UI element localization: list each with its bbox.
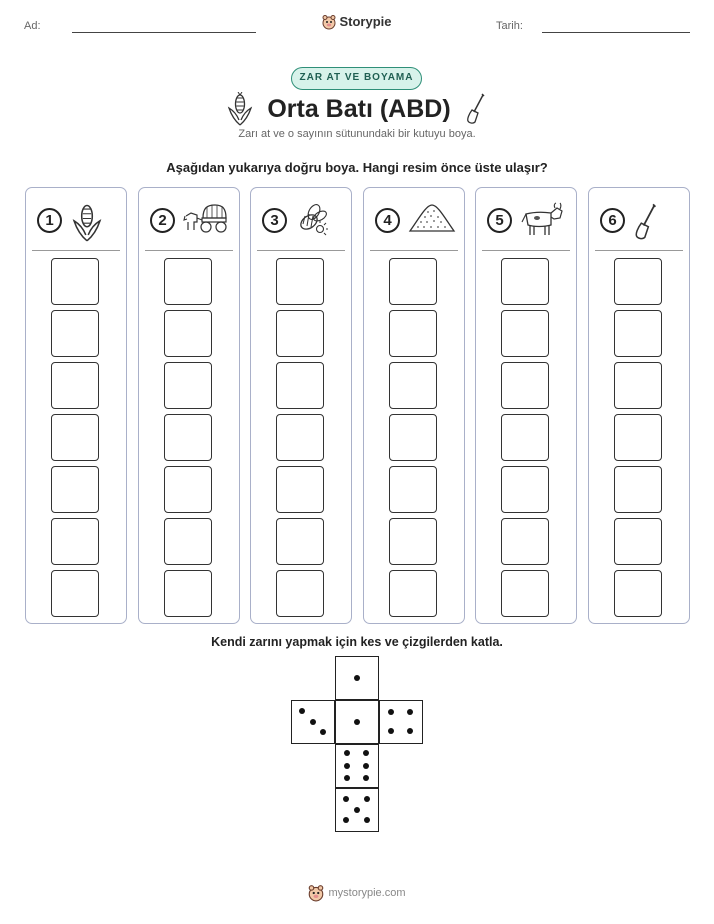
- die-face-1: [335, 656, 379, 700]
- color-box[interactable]: [276, 518, 324, 565]
- column-divider: [595, 250, 683, 251]
- page-title: Orta Batı (ABD): [267, 95, 451, 123]
- dice-column-5: [475, 187, 577, 624]
- column-number: 3: [262, 208, 287, 233]
- die-pip: [363, 775, 369, 781]
- color-box[interactable]: [164, 518, 212, 565]
- column-number: 2: [150, 208, 175, 233]
- corn-icon: [70, 202, 104, 247]
- column-divider: [32, 250, 120, 251]
- color-box[interactable]: [164, 310, 212, 357]
- column-divider: [370, 250, 458, 251]
- color-box[interactable]: [614, 570, 662, 617]
- color-box[interactable]: [389, 362, 437, 409]
- die-face-4: [379, 700, 423, 744]
- die-pip: [320, 729, 326, 735]
- instruction: Aşağıdan yukarıya doğru boya. Hangi resim önce üste ulaşır?: [166, 160, 548, 175]
- covered-wagon-icon: [183, 202, 227, 241]
- color-box[interactable]: [614, 362, 662, 409]
- color-box[interactable]: [276, 362, 324, 409]
- name-line: [72, 32, 256, 33]
- die-pip: [354, 719, 360, 725]
- column-divider: [257, 250, 345, 251]
- die-pip: [363, 750, 369, 756]
- color-box[interactable]: [501, 258, 549, 305]
- color-box[interactable]: [164, 362, 212, 409]
- color-box[interactable]: [51, 518, 99, 565]
- date-label: Tarih:: [496, 20, 523, 32]
- storypie-mascot-icon: [322, 14, 336, 30]
- color-box[interactable]: [164, 570, 212, 617]
- column-header: [476, 202, 576, 242]
- die-face-5: [335, 788, 379, 832]
- color-box[interactable]: [389, 310, 437, 357]
- color-box[interactable]: [51, 570, 99, 617]
- die-face-1: [335, 700, 379, 744]
- dice-column-4: [363, 187, 465, 624]
- die-pip: [407, 709, 413, 715]
- color-box[interactable]: [501, 310, 549, 357]
- die-pip: [344, 750, 350, 756]
- color-box[interactable]: [501, 362, 549, 409]
- color-box[interactable]: [51, 258, 99, 305]
- die-pip: [299, 708, 305, 714]
- die-pip: [363, 763, 369, 769]
- die-pip: [354, 807, 360, 813]
- die-pip: [354, 675, 360, 681]
- color-box[interactable]: [389, 518, 437, 565]
- color-box[interactable]: [614, 258, 662, 305]
- color-box[interactable]: [164, 414, 212, 461]
- dice-column-2: [138, 187, 240, 624]
- die-pip: [388, 728, 394, 734]
- die-pip: [407, 728, 413, 734]
- column-header: [589, 202, 689, 242]
- die-pip: [364, 796, 370, 802]
- column-divider: [482, 250, 570, 251]
- color-box[interactable]: [389, 570, 437, 617]
- brand-name: Storypie: [339, 14, 392, 30]
- die-caption: Kendi zarını yapmak için kes ve çizgilerden katla.: [211, 635, 503, 649]
- color-box[interactable]: [501, 414, 549, 461]
- color-box[interactable]: [389, 414, 437, 461]
- grain-pile-icon: [408, 202, 456, 239]
- color-box[interactable]: [501, 518, 549, 565]
- die-face-3: [291, 700, 335, 744]
- column-number: 4: [375, 208, 400, 233]
- bee-icon: [295, 202, 329, 243]
- color-box[interactable]: [389, 466, 437, 513]
- column-header: [364, 202, 464, 242]
- die-pip: [343, 817, 349, 823]
- die-pip: [344, 775, 350, 781]
- storypie-mascot-icon: [308, 884, 324, 902]
- color-box[interactable]: [276, 258, 324, 305]
- date-line: [542, 32, 690, 33]
- dice-column-1: [25, 187, 127, 624]
- color-box[interactable]: [276, 466, 324, 513]
- color-box[interactable]: [51, 414, 99, 461]
- die-pip: [343, 796, 349, 802]
- title-row: [0, 90, 714, 128]
- shovel-icon: [633, 202, 659, 247]
- column-number: 5: [487, 208, 512, 233]
- column-header: [139, 202, 239, 242]
- die-pip: [364, 817, 370, 823]
- die-face-6: [335, 744, 379, 788]
- color-box[interactable]: [51, 310, 99, 357]
- column-number: 1: [37, 208, 62, 233]
- name-label: Ad:: [24, 20, 41, 32]
- color-box[interactable]: [51, 362, 99, 409]
- color-box[interactable]: [614, 518, 662, 565]
- column-header: [251, 202, 351, 242]
- color-box[interactable]: [164, 466, 212, 513]
- column-divider: [145, 250, 233, 251]
- die-pip: [388, 709, 394, 715]
- shovel-icon: [465, 92, 487, 126]
- footer: [0, 884, 714, 902]
- column-number: 6: [600, 208, 625, 233]
- color-box[interactable]: [276, 570, 324, 617]
- color-box[interactable]: [614, 310, 662, 357]
- subtitle: Zarı at ve o sayının sütunundaki bir kutuyu boya.: [238, 128, 476, 140]
- brand-logo: [0, 13, 714, 30]
- color-box[interactable]: [276, 414, 324, 461]
- color-box[interactable]: [614, 414, 662, 461]
- color-box[interactable]: [164, 258, 212, 305]
- color-box[interactable]: [501, 466, 549, 513]
- color-box[interactable]: [389, 258, 437, 305]
- dice-column-3: [250, 187, 352, 624]
- activity-badge: ZAR AT VE BOYAMA: [291, 67, 422, 90]
- color-box[interactable]: [614, 466, 662, 513]
- dice-column-6: [588, 187, 690, 624]
- die-pip: [310, 719, 316, 725]
- die-pip: [344, 763, 350, 769]
- corn-icon: [227, 92, 253, 126]
- color-box[interactable]: [51, 466, 99, 513]
- column-header: [26, 202, 126, 242]
- footer-url: mystorypie.com: [328, 887, 406, 899]
- color-box[interactable]: [276, 310, 324, 357]
- cow-icon: [520, 202, 564, 243]
- color-box[interactable]: [501, 570, 549, 617]
